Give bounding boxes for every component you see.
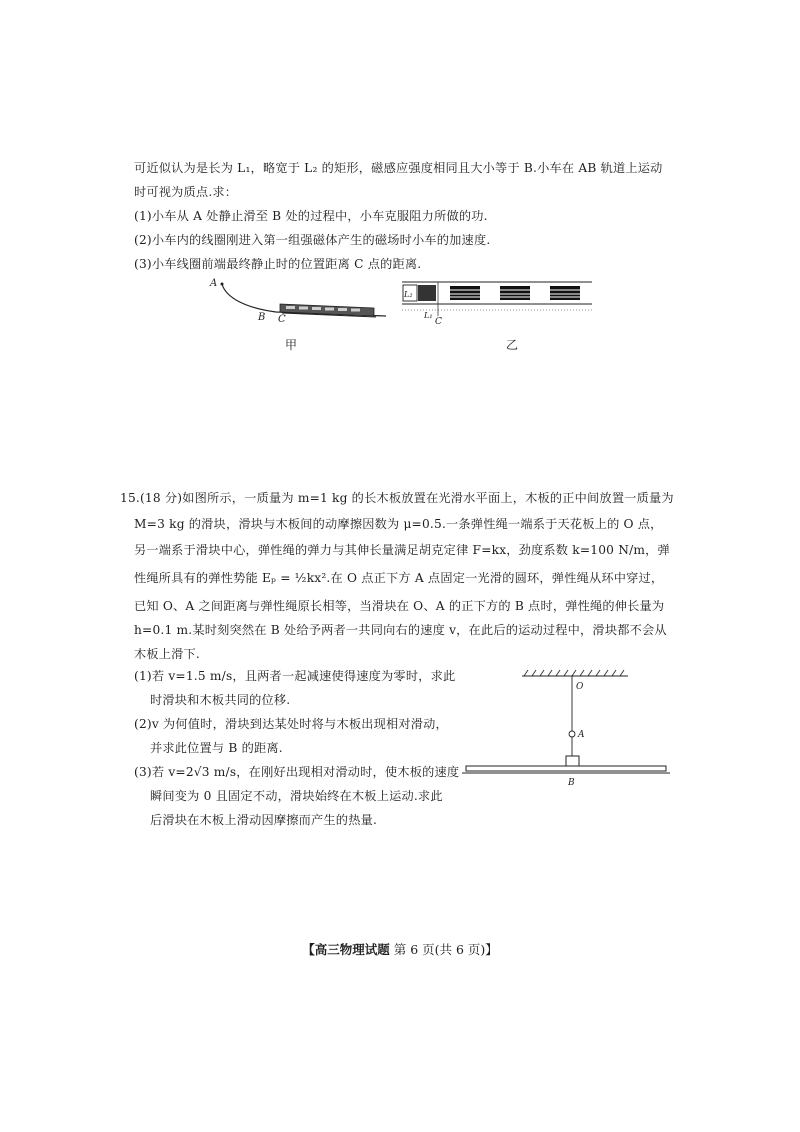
- page-footer: [0, 940, 800, 958]
- q14-line-1: 可近似认为是长为 L₁，略宽于 L₂ 的矩形，磁感应强度相同且大小等于 B.小车在 AB 轨道上运动: [134, 161, 663, 175]
- q15-sub-3-line-2: 瞬间变为 0 且固定不动，滑块始终在木板上运动.求此: [150, 789, 443, 803]
- ring: [569, 731, 575, 737]
- long-board: [466, 766, 666, 771]
- q14-subquestion-1: (1)小车从 A 处静止滑至 B 处的过程中，小车克服阻力所做的功.: [134, 209, 488, 223]
- q15-label-B: B: [568, 778, 575, 788]
- q15-line-6: h=0.1 m.某时刻突然在 B 处给予两者一共同向右的速度 v，在此后的运动过程中，滑块都不会从: [134, 623, 667, 637]
- q15-sub-2-line-2: 并求此位置与 B 的距离.: [150, 741, 283, 755]
- q15-sub-3-line-1: (3)若 v=2√3 m/s，在刚好出现相对滑动时，使木板的速度: [134, 765, 460, 779]
- q15-line-2: M=3 kg 的滑块，滑块与木板间的动摩擦因数为 μ=0.5.一条弹性绳一端系于天花板上的 O 点，: [134, 517, 663, 531]
- q15-line-7: 木板上滑下.: [134, 647, 201, 661]
- figure-b-magnets: [402, 280, 592, 330]
- figure-a-caption: 甲: [285, 338, 298, 352]
- figure-b-caption: 乙: [506, 338, 519, 352]
- footer-page: 第 6 页(共 6 页)】: [393, 942, 498, 957]
- figure-a-track: [206, 276, 396, 336]
- slider-block: [566, 756, 579, 766]
- q15-sub-3-line-3: 后滑块在木板上滑动因摩擦而产生的热量.: [150, 813, 378, 827]
- ceiling-hatching: [524, 670, 624, 676]
- fig-a-label-A: A: [210, 278, 218, 289]
- fig-b-label-L1: L₁: [424, 311, 433, 320]
- fig-b-label-C: C: [435, 317, 442, 327]
- q15-label-A: A: [578, 730, 585, 740]
- q15-sub-1-line-1: (1)若 v=1.5 m/s，且两者一起减速使得速度为零时，求此: [134, 669, 456, 683]
- fig-b-label-L2: L₂: [404, 290, 413, 299]
- footer-title: 【高三物理试题: [302, 942, 390, 957]
- q15-label-O: O: [576, 682, 584, 692]
- q14-line-2: 时可视为质点.求：: [134, 185, 238, 199]
- fig-a-label-B: B: [258, 312, 266, 323]
- q15-line-4: 性绳所具有的弹性势能 Eₚ = ½kx².在 O 点正下方 A 点固定一光滑的圆环，弹性绳从环中穿过，: [134, 571, 664, 585]
- q14-subquestion-3: (3)小车线圈前端最终静止时的位置距离 C 点的距离.: [134, 257, 422, 271]
- q14-subquestion-2: (2)小车内的线圈刚进入第一组强磁体产生的磁场时小车的加速度.: [134, 233, 491, 247]
- q15-line-1: 15.(18 分)如图所示，一质量为 m=1 kg 的长木板放置在光滑水平面上，木板的正中间放置一质量为: [120, 491, 674, 505]
- q15-line-3: 另一端系于滑块中心，弹性绳的弹力与其伸长量满足胡克定律 F=kx，劲度系数 k=100 N/m，弹: [134, 543, 670, 557]
- fig-a-label-C: C: [278, 314, 286, 325]
- q15-sub-2-line-1: (2)v 为何值时，滑块到达某处时将与木板出现相对滑动，: [134, 717, 448, 731]
- q15-line-5: 已知 O、A 之间距离与弹性绳原长相等，当滑块在 O、A 的正下方的 B 点时，弹性绳的伸长量为: [134, 599, 665, 613]
- q15-sub-1-line-2: 时滑块和木板共同的位移.: [150, 693, 291, 707]
- q15-figure: [462, 672, 672, 802]
